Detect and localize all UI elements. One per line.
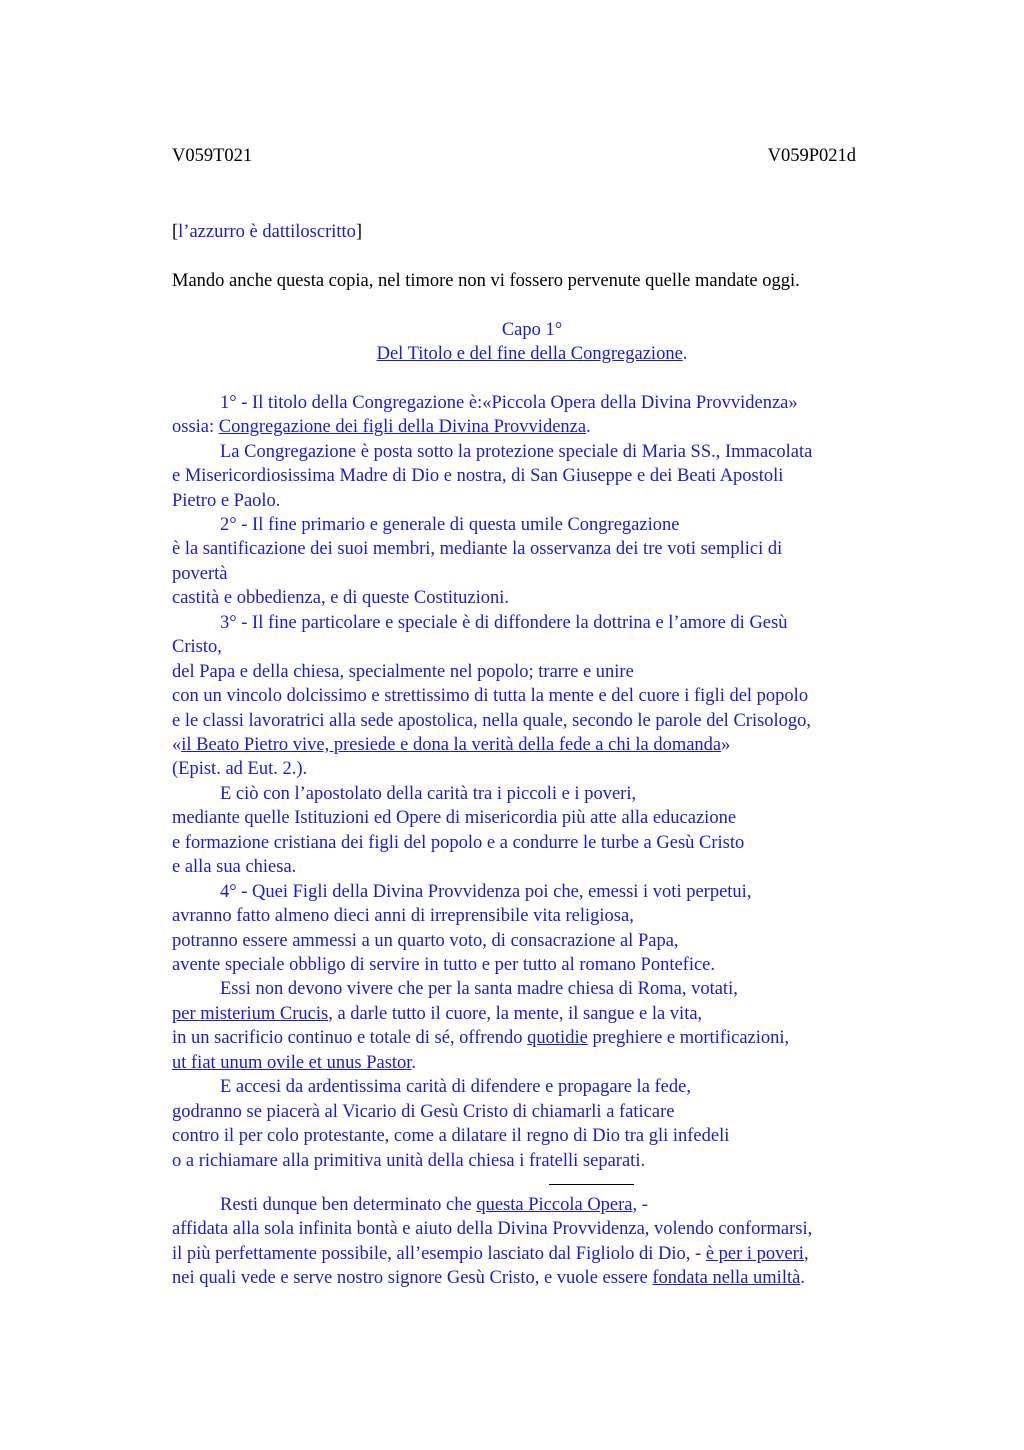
note-text: l’azzurro è dattiloscritto: [178, 222, 356, 242]
text-line: (Epist. ad Eut. 2.).: [172, 759, 308, 779]
chapter-subtitle-period: .: [682, 344, 688, 364]
text-span: Resti dunque ben determinato che: [220, 1195, 477, 1215]
text-line: e formazione cristiana dei figli del popolo e a condurre le turbe a Gesù Cristo: [172, 833, 745, 853]
text-line: 4° - Quei Figli della Divina Provvidenza poi che, emessi i voti perpetui,: [220, 882, 752, 902]
underlined-span: Congregazione dei figli della Divina Provvidenza: [218, 417, 587, 437]
text-line: [172, 1266, 805, 1290]
underlined-span: fondata nella umiltà: [652, 1268, 801, 1288]
text-line: è la santificazione dei suoi membri, mediante la osservanza dei tre voti semplici di: [172, 539, 783, 559]
underlined-span: il Beato Pietro vive, presiede e dona la verità della fede a chi la domanda: [181, 735, 722, 755]
text-span: nei quali vede e serve nostro signore Gesù Cristo, e vuole essere: [172, 1268, 653, 1288]
text-line: [220, 1193, 648, 1217]
underlined-span: questa Piccola Opera: [476, 1195, 633, 1215]
text-line: e Misericordiosissima Madre di Dio e nostra, di San Giuseppe e dei Beati Apostoli: [172, 466, 784, 486]
intro-line: Mando anche questa copia, nel timore non vi fossero pervenute quelle mandate oggi.: [172, 271, 800, 291]
text-line: Essi non devono vivere che per la santa madre chiesa di Roma, votati,: [220, 979, 738, 999]
text-line: 1° - Il titolo della Congregazione è:«Piccola Opera della Divina Provvidenza»: [220, 393, 798, 413]
text-line: povertà: [172, 564, 228, 584]
text-line: [172, 1242, 809, 1266]
text-line: castità e obbedienza, e di queste Costituzioni.: [172, 588, 510, 608]
header-left-code: V059T021: [172, 146, 253, 166]
underlined-span: ut fiat unum ovile et unus Pastor: [172, 1053, 412, 1073]
text-line: e alla sua chiesa.: [172, 857, 297, 877]
text-line: 3° - Il fine particolare e speciale è di diffondere la dottrina e l’amore di Gesù: [220, 613, 788, 633]
text-line: potranno essere ammessi a un quarto voto, di consacrazione al Papa,: [172, 931, 679, 951]
text-line: E accesi da ardentissima carità di difendere e propagare la fede,: [220, 1077, 691, 1097]
text-span: »: [721, 735, 731, 755]
text-line: mediante quelle Istituzioni ed Opere di misericordia più atte alla educazione: [172, 808, 737, 828]
text-span: .: [586, 417, 591, 437]
text-span: in un sacrificio continuo e totale di sé, offrendo: [172, 1028, 528, 1048]
text-line: avente speciale obbligo di servire in tutto e per tutto al romano Pontefice.: [172, 955, 716, 975]
text-span: ,: [803, 1244, 809, 1264]
text-span: , a darle tutto il cuore, la mente, il sangue e la vita,: [328, 1004, 703, 1024]
text-span: , -: [632, 1195, 648, 1215]
text-line: avranno fatto almeno dieci anni di irreprensibile vita religiosa,: [172, 906, 634, 926]
text-line: [172, 1026, 789, 1050]
text-line: La Congregazione è posta sotto la protezione speciale di Maria SS., Immacolata: [220, 442, 813, 462]
text-span: «: [172, 735, 182, 755]
chapter-subtitle: [172, 342, 892, 366]
text-line: o a richiamare alla primitiva unità della chiesa i fratelli separati.: [172, 1151, 646, 1171]
text-line: 2° - Il fine primario e generale di questa umile Congregazione: [220, 515, 680, 535]
text-line: [172, 733, 730, 757]
text-line: [172, 1002, 702, 1026]
text-line: [172, 415, 591, 439]
text-span: il più perfettamente possibile, all’esempio lasciato dal Figliolo di Dio, -: [172, 1244, 706, 1264]
text-span: .: [411, 1053, 417, 1073]
text-line: [172, 1051, 416, 1075]
note-close-bracket: ]: [355, 222, 363, 242]
underlined-span: è per i poveri: [705, 1244, 804, 1264]
text-line: e le classi lavoratrici alla sede apostolica, nella quale, secondo le parole del Crisologo,: [172, 711, 812, 731]
text-span: ossia:: [172, 417, 219, 437]
text-line: Cristo,: [172, 637, 222, 657]
text-line: contro il per colo protestante, come a dilatare il regno di Dio tra gli infedeli: [172, 1126, 730, 1146]
text-line: con un vincolo dolcissimo e strettissimo di tutta la mente e del cuore i figli del popolo: [172, 686, 809, 706]
text-line: E ciò con l’apostolato della carità tra i piccoli e i poveri,: [220, 784, 637, 804]
text-line: godranno se piacerà al Vicario di Gesù Cristo di chiamarli a faticare: [172, 1102, 675, 1122]
text-line: Pietro e Paolo.: [172, 491, 281, 511]
chapter-title: Capo 1°: [501, 320, 563, 340]
chapter-subtitle-text: Del Titolo e del fine della Congregazione: [376, 344, 683, 364]
underlined-span: per misterium Crucis: [172, 1004, 329, 1024]
text-line: del Papa e della chiesa, specialmente nel popolo; trarre e unire: [172, 662, 634, 682]
text-line: affidata alla sola infinita bontà e aiuto della Divina Provvidenza, volendo conformarsi,: [172, 1219, 813, 1239]
separator-rule: [549, 1184, 634, 1185]
underlined-span: quotidie: [527, 1028, 588, 1048]
header-right-code: V059P021d: [767, 146, 856, 166]
note-open-bracket: [: [172, 222, 179, 242]
text-span: preghiere e mortificazioni,: [587, 1028, 790, 1048]
text-span: .: [800, 1268, 805, 1288]
editorial-note: [172, 220, 362, 244]
